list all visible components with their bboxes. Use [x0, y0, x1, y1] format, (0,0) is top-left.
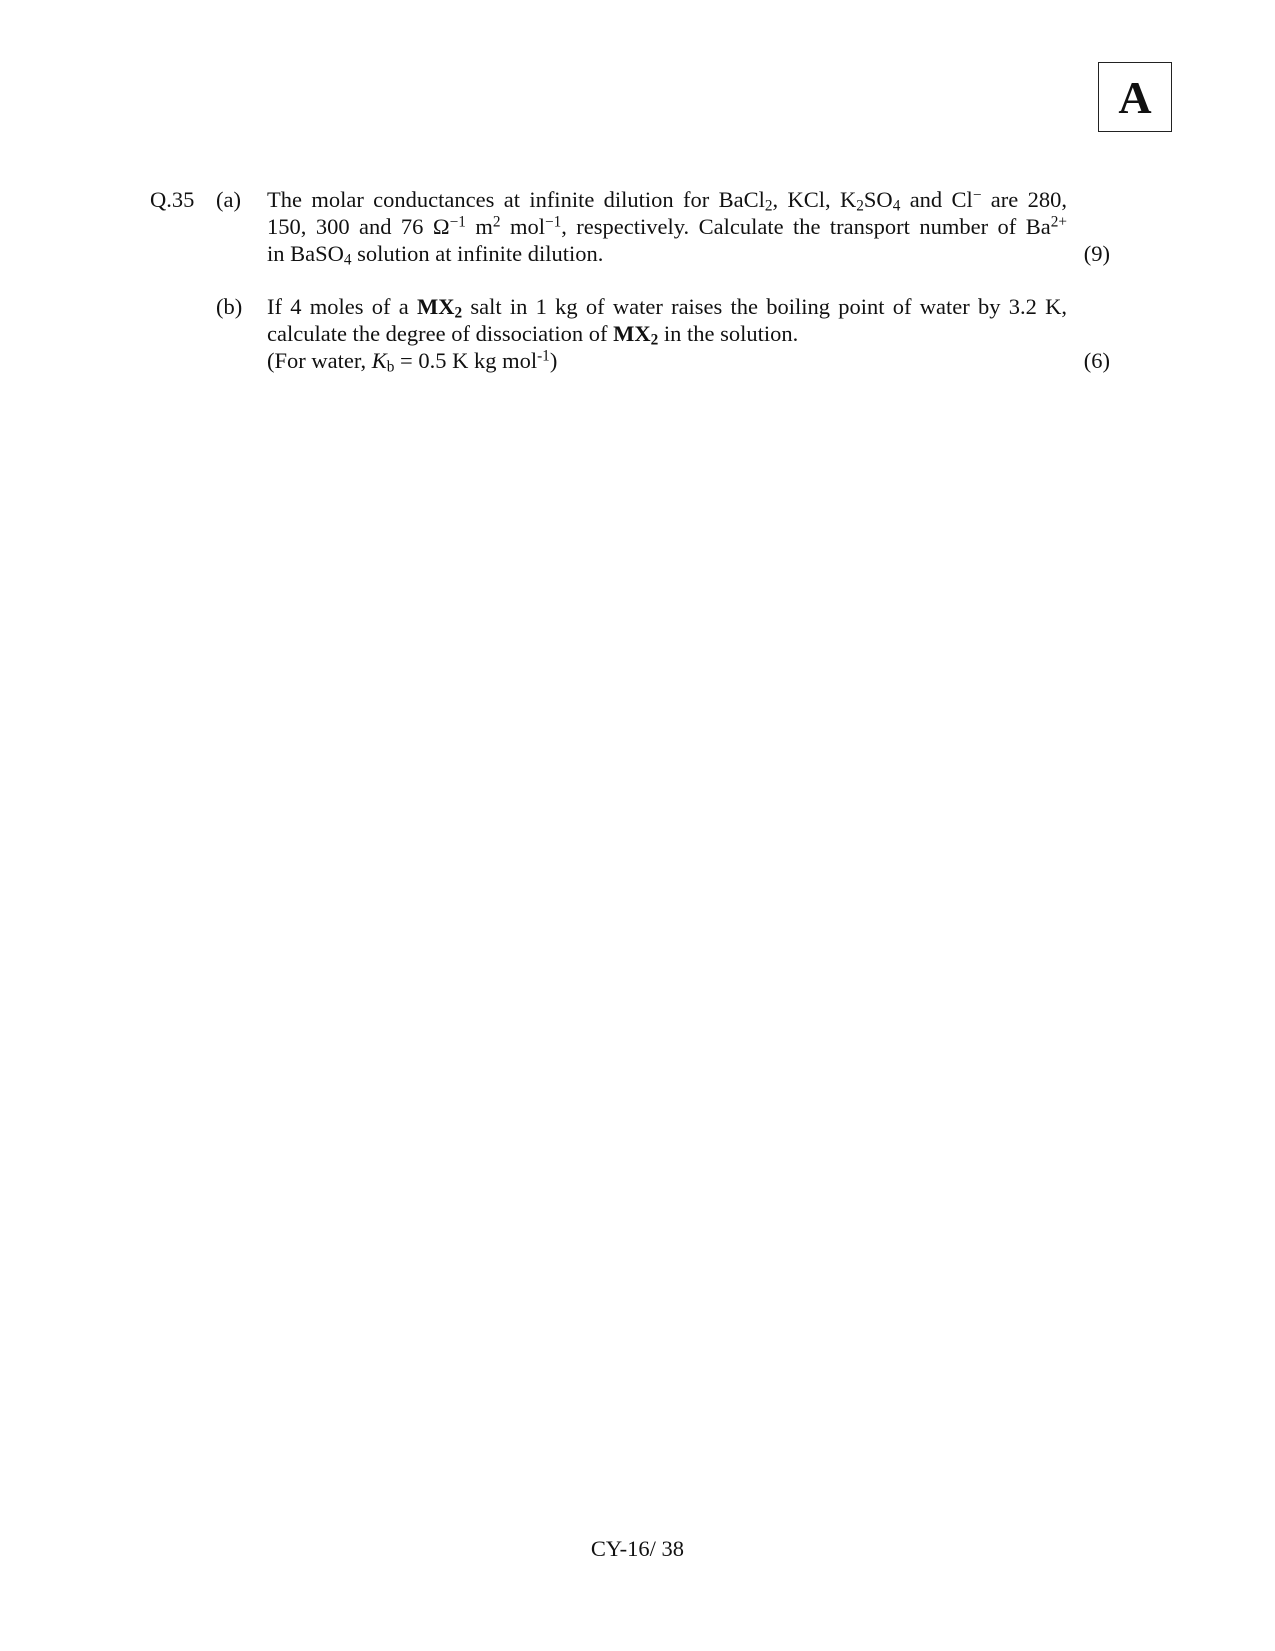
subscript: b — [386, 358, 395, 376]
italic-symbol: K — [371, 348, 387, 373]
superscript: − — [972, 186, 982, 204]
question-part-b — [150, 293, 1110, 374]
question-number: Q.35 — [150, 187, 195, 212]
text-run: , respectively. Calculate the transport number of Ba — [561, 214, 1051, 239]
paper-code-box — [1098, 62, 1172, 132]
text-run: The molar conductances at infinite dilution for BaCl — [267, 187, 765, 212]
superscript: 2+ — [1050, 213, 1067, 231]
text-run: = 0.5 K kg mol — [394, 348, 538, 373]
subscript: 2 — [764, 197, 773, 215]
bold-formula: MX — [416, 294, 455, 319]
text-run: SO — [863, 187, 893, 212]
text-run: and Cl — [900, 187, 973, 212]
part-b-line-2 — [267, 320, 1067, 347]
part-a-line-1 — [267, 186, 1067, 213]
text-run: in BaSO — [267, 241, 344, 266]
paper-code-letter: A — [1118, 71, 1152, 123]
part-b-label: (b) — [216, 294, 243, 319]
text-run: in the solution. — [658, 321, 799, 346]
part-a-text — [267, 186, 1067, 267]
subscript: 4 — [892, 197, 901, 215]
superscript: 2 — [492, 213, 501, 231]
question-part-a — [150, 186, 1110, 267]
part-a-line-2 — [267, 213, 1067, 240]
part-b-line-1 — [267, 293, 1067, 320]
text-run: 150, 300 and 76 Ω — [267, 214, 450, 239]
subscript: 2 — [856, 197, 864, 215]
text-run: salt in 1 kg of water raises the boiling point of water by 3.2 K, — [462, 294, 1067, 319]
text-run: mol — [500, 214, 545, 239]
part-b-text — [267, 293, 1067, 374]
superscript: −1 — [544, 213, 562, 231]
superscript: −1 — [449, 213, 466, 231]
part-a-line-3 — [267, 240, 1067, 267]
text-run: solution at infinite dilution. — [351, 241, 604, 266]
question-35 — [150, 186, 1110, 374]
part-a-label: (a) — [216, 187, 241, 212]
text-run: , KCl, K — [772, 187, 857, 212]
part-b-marks: (6) — [1083, 348, 1110, 373]
text-run: calculate the degree of dissociation of — [267, 321, 614, 346]
text-run: (For water, — [267, 348, 372, 373]
part-a-marks: (9) — [1083, 241, 1110, 266]
subscript: 4 — [343, 251, 352, 269]
text-run: m — [465, 214, 493, 239]
superscript: -1 — [537, 347, 550, 365]
text-run: ) — [549, 348, 558, 373]
bold-formula: MX — [613, 321, 651, 346]
subscript: 2 — [454, 304, 463, 322]
text-run: are 280, — [981, 187, 1068, 212]
page-footer: CY-16/ 38 — [590, 1536, 685, 1561]
text-run: If 4 moles of a — [267, 294, 417, 319]
subscript: 2 — [650, 331, 659, 349]
part-b-line-3 — [267, 347, 1067, 374]
